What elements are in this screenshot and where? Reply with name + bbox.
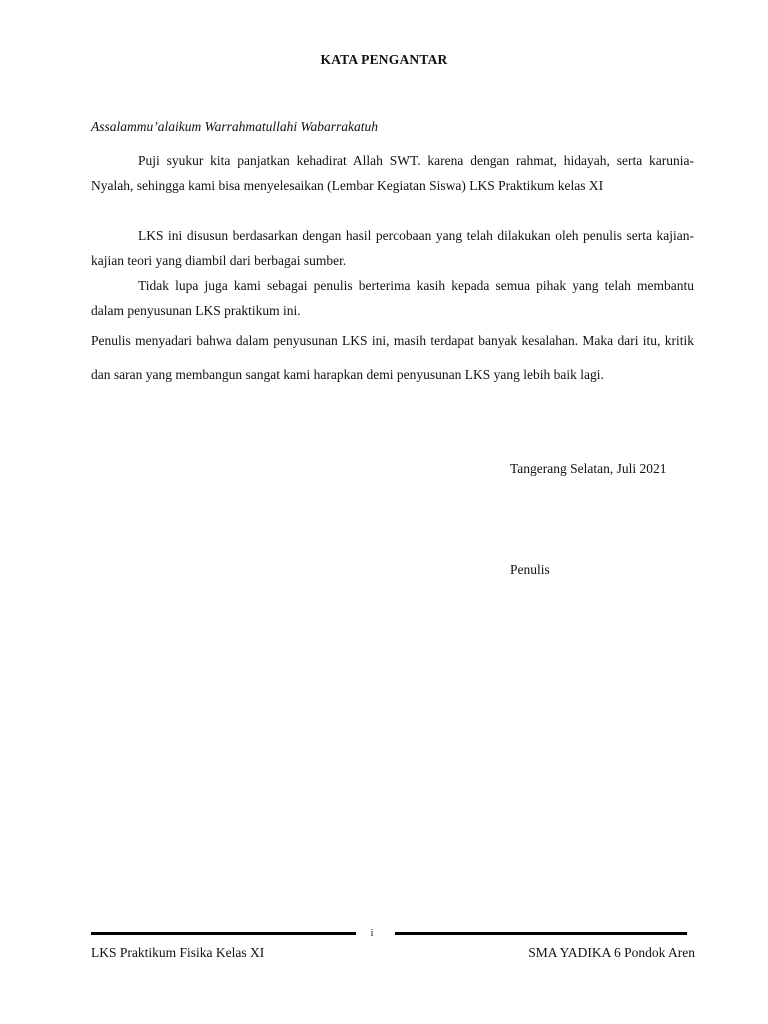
paragraph-thanks: Tidak lupa juga kami sebagai penulis berterima kasih kepada semua pihak yang telah membantu dalam penyusunan LKS praktikum ini. — [91, 278, 694, 318]
paragraph-gratitude: Puji syukur kita panjatkan kehadirat Allah SWT. karena dengan rahmat, hidayah, serta karunia-Nyalah, sehingga kami bisa menyelesaikan (Lembar Kegiatan Siswa) LKS Praktikum kelas XI — [91, 153, 694, 193]
footer-rule-right — [395, 932, 687, 935]
greeting-text: Assalammu’alaikum Warrahmatullahi Wabarrakatuh — [91, 119, 379, 134]
page-title: KATA PENGANTAR — [320, 52, 448, 67]
page-number: i — [370, 928, 374, 939]
footer-rule-left — [91, 932, 356, 935]
paragraph-composition: LKS ini disusun berdasarkan dengan hasil percobaan yang telah dilakukan oleh penulis serta kajian-kajian teori yang diambil dari berbagai sumber. — [91, 228, 694, 268]
signer-label: Penulis — [510, 562, 550, 577]
footer-document-name: LKS Praktikum Fisika Kelas XI — [91, 945, 265, 960]
place-date: Tangerang Selatan, Juli 2021 — [510, 461, 667, 476]
paragraph-closing: Penulis menyadari bahwa dalam penyusunan LKS ini, masih terdapat banyak kesalahan. Maka dari itu, kritik dan saran yang membangun sangat kami harapkan demi penyusunan LKS yang lebih baik lagi. — [91, 333, 694, 382]
footer-school-name: SMA YADIKA 6 Pondok Aren — [528, 945, 695, 960]
